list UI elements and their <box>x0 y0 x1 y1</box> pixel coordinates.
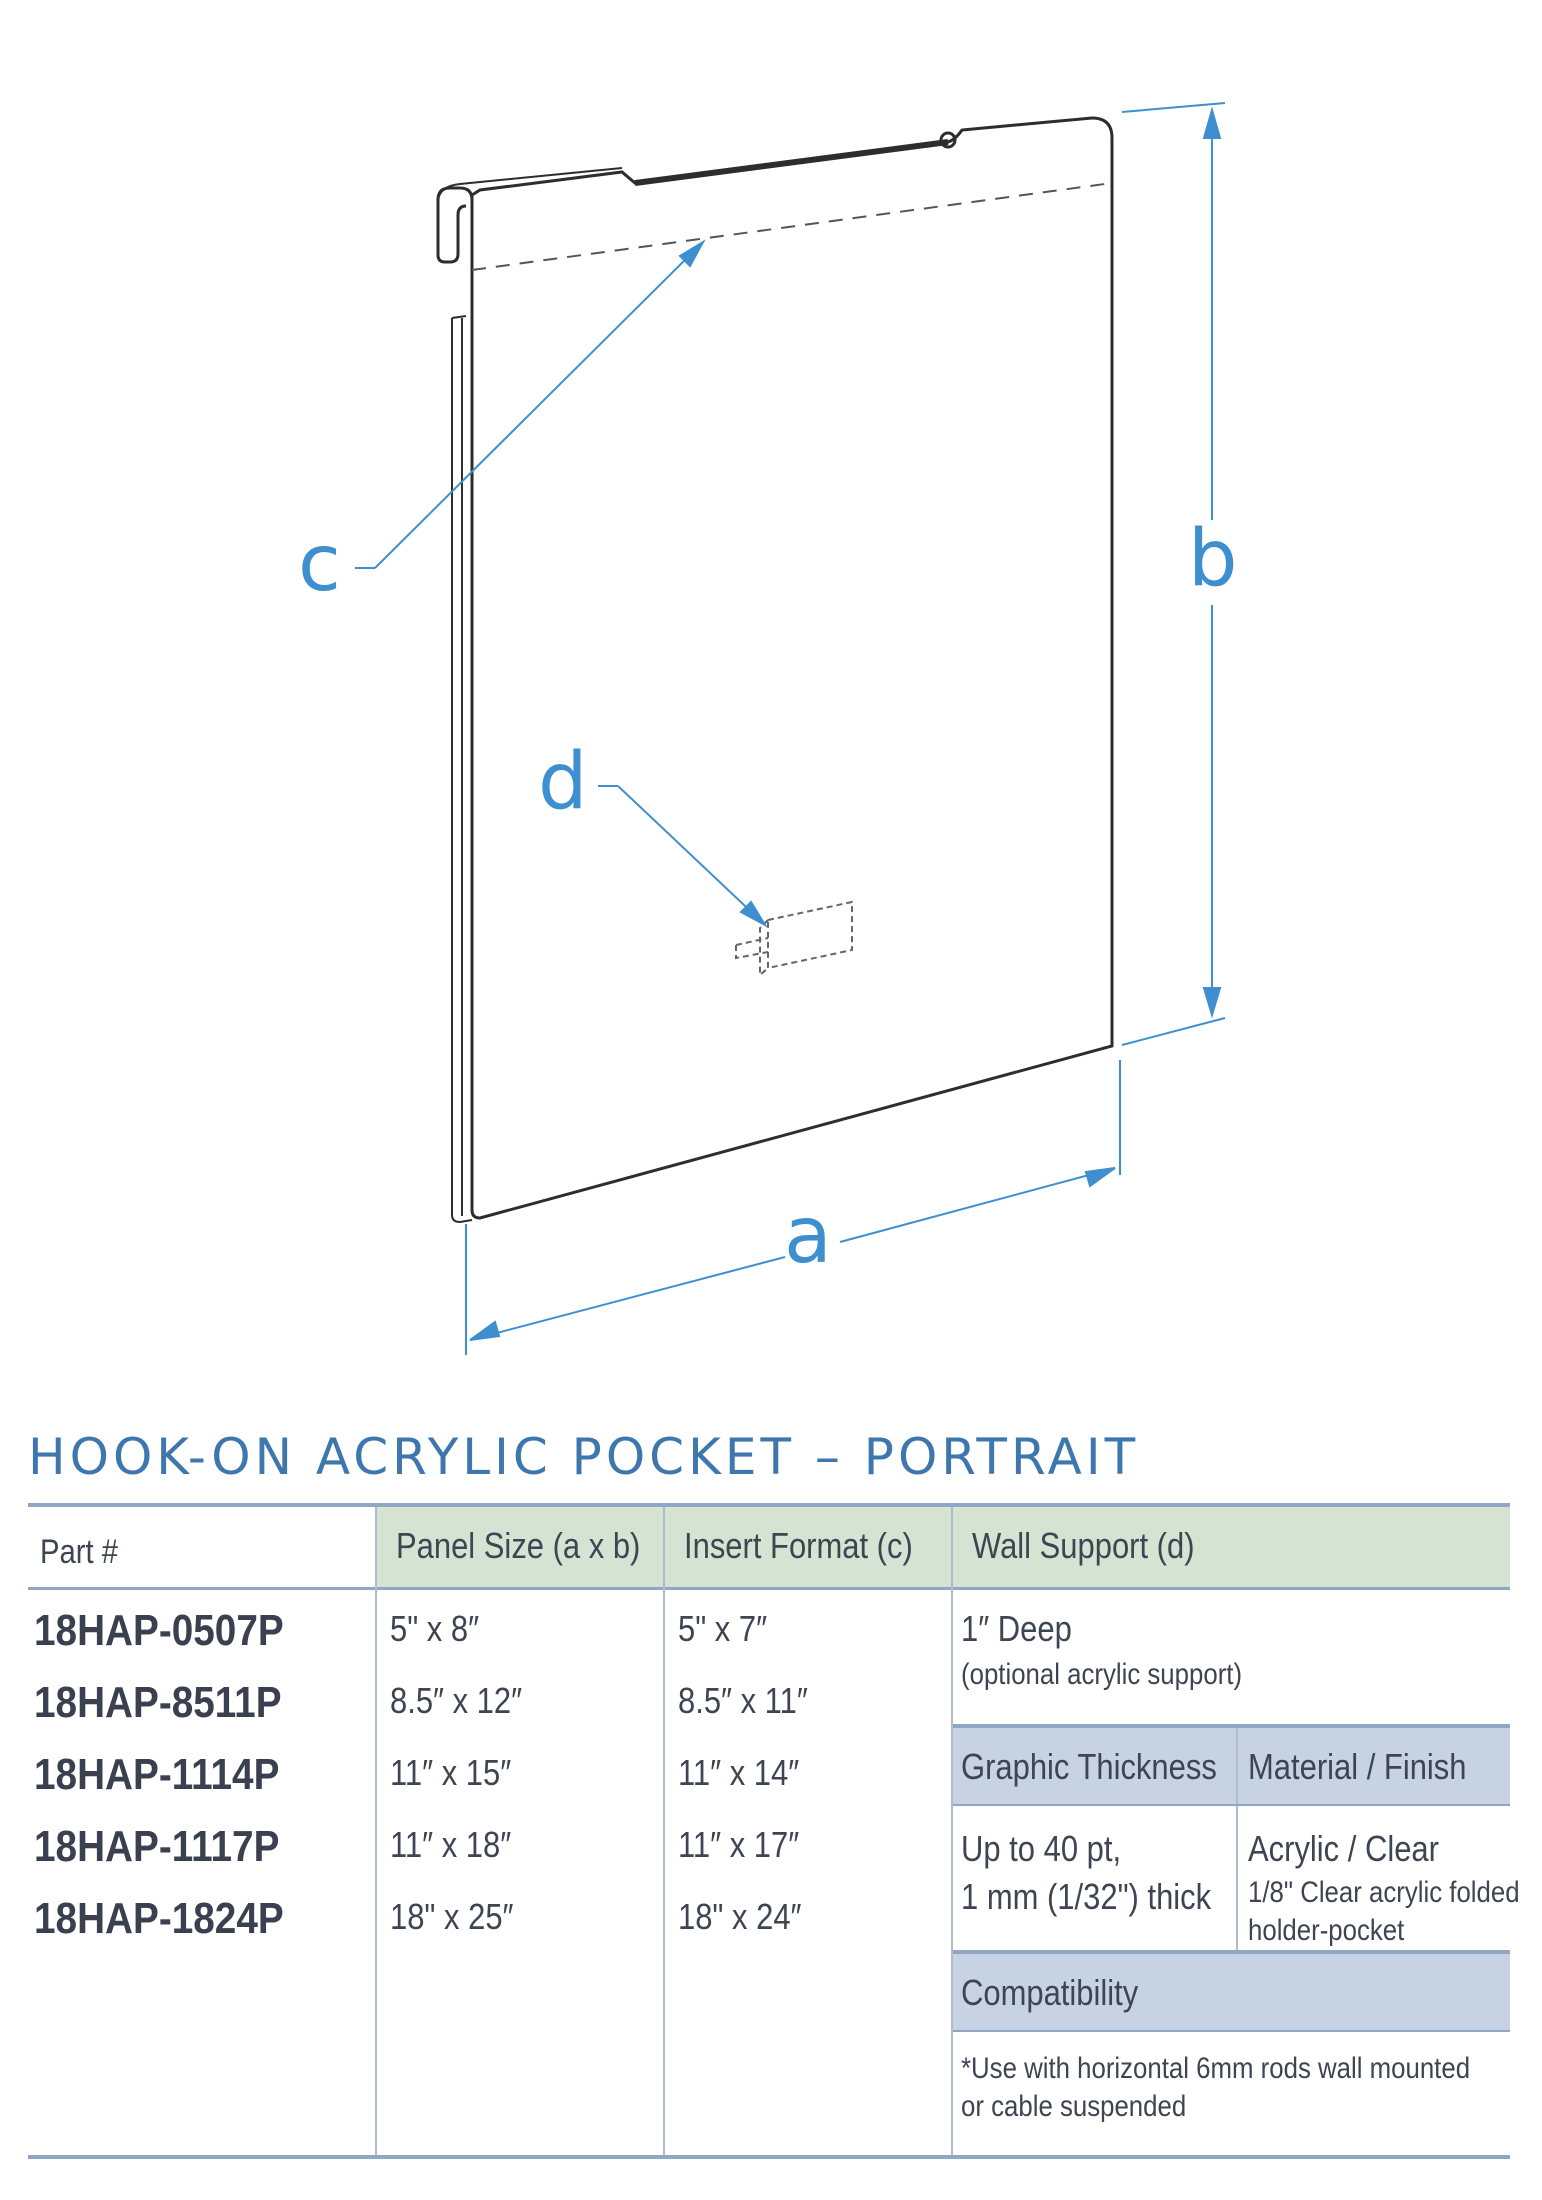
graphic-thickness-line2: 1 mm (1/32") thick <box>961 1876 1212 1917</box>
part-number: 18HAP-0507P <box>34 1606 284 1655</box>
compatibility-header-row <box>953 1954 1510 2030</box>
wall-support-value: 1″ Deep <box>961 1608 1072 1649</box>
compat-bottom-rule <box>953 2030 1510 2032</box>
header-wall-support: Wall Support (d) <box>972 1525 1195 1566</box>
insert-format: 11″ x 14″ <box>678 1752 800 1793</box>
graphic-thickness-line1: Up to 40 pt, <box>961 1828 1122 1869</box>
panel-size: 11″ x 18″ <box>390 1824 512 1865</box>
compatibility-note2: or cable suspended <box>961 2090 1187 2123</box>
subheader-bottom-rule <box>953 1804 1510 1806</box>
label-d: d <box>538 737 588 827</box>
wall-support-note: (optional acrylic support) <box>961 1658 1243 1691</box>
side-edge <box>452 316 472 1222</box>
header-bottom-rule <box>28 1587 1510 1590</box>
material-finish-header: Material / Finish <box>1248 1746 1467 1787</box>
hook-fold <box>438 188 472 262</box>
panel-size: 18" x 25″ <box>390 1896 514 1937</box>
page-title: HOOK-ON ACRYLIC POCKET – PORTRAIT <box>28 1428 1140 1486</box>
label-a: a <box>784 1191 832 1281</box>
part-number: 18HAP-1114P <box>34 1750 280 1799</box>
material-finish-note1: 1/8" Clear acrylic folded <box>1248 1876 1520 1909</box>
panel-size: 8.5″ x 12″ <box>390 1680 523 1721</box>
insert-format: 5" x 7″ <box>678 1608 768 1649</box>
compatibility-header: Compatibility <box>961 1972 1139 2013</box>
graphic-thickness-header: Graphic Thickness <box>961 1746 1217 1787</box>
panel-size: 5" x 8″ <box>390 1608 480 1649</box>
panel-outline <box>472 118 1112 1218</box>
insert-format: 8.5″ x 11″ <box>678 1680 808 1721</box>
header-panel-size: Panel Size (a x b) <box>396 1525 641 1566</box>
table-header-row <box>28 1507 1510 1587</box>
panel-size: 11″ x 15″ <box>390 1752 512 1793</box>
material-finish-note2: holder-pocket <box>1248 1914 1405 1947</box>
material-finish-value: Acrylic / Clear <box>1248 1828 1439 1869</box>
divider-1 <box>375 1507 377 2155</box>
divider-4 <box>1236 1728 1238 1950</box>
part-number: 18HAP-1117P <box>34 1822 280 1871</box>
divider-3 <box>951 1507 953 2155</box>
table-bottom-rule <box>28 2155 1510 2159</box>
label-c: c <box>298 519 341 609</box>
header-insert-format: Insert Format (c) <box>684 1525 913 1566</box>
header-part: Part # <box>40 1533 119 1571</box>
part-number: 18HAP-8511P <box>34 1678 282 1727</box>
divider-2 <box>663 1507 665 2155</box>
part-number: 18HAP-1824P <box>34 1894 284 1943</box>
insert-format: 11″ x 17″ <box>678 1824 800 1865</box>
insert-format: 18" x 24″ <box>678 1896 802 1937</box>
compatibility-note1: *Use with horizontal 6mm rods wall mounted <box>961 2052 1471 2085</box>
label-b: b <box>1188 514 1238 604</box>
subheader-row <box>953 1728 1510 1804</box>
